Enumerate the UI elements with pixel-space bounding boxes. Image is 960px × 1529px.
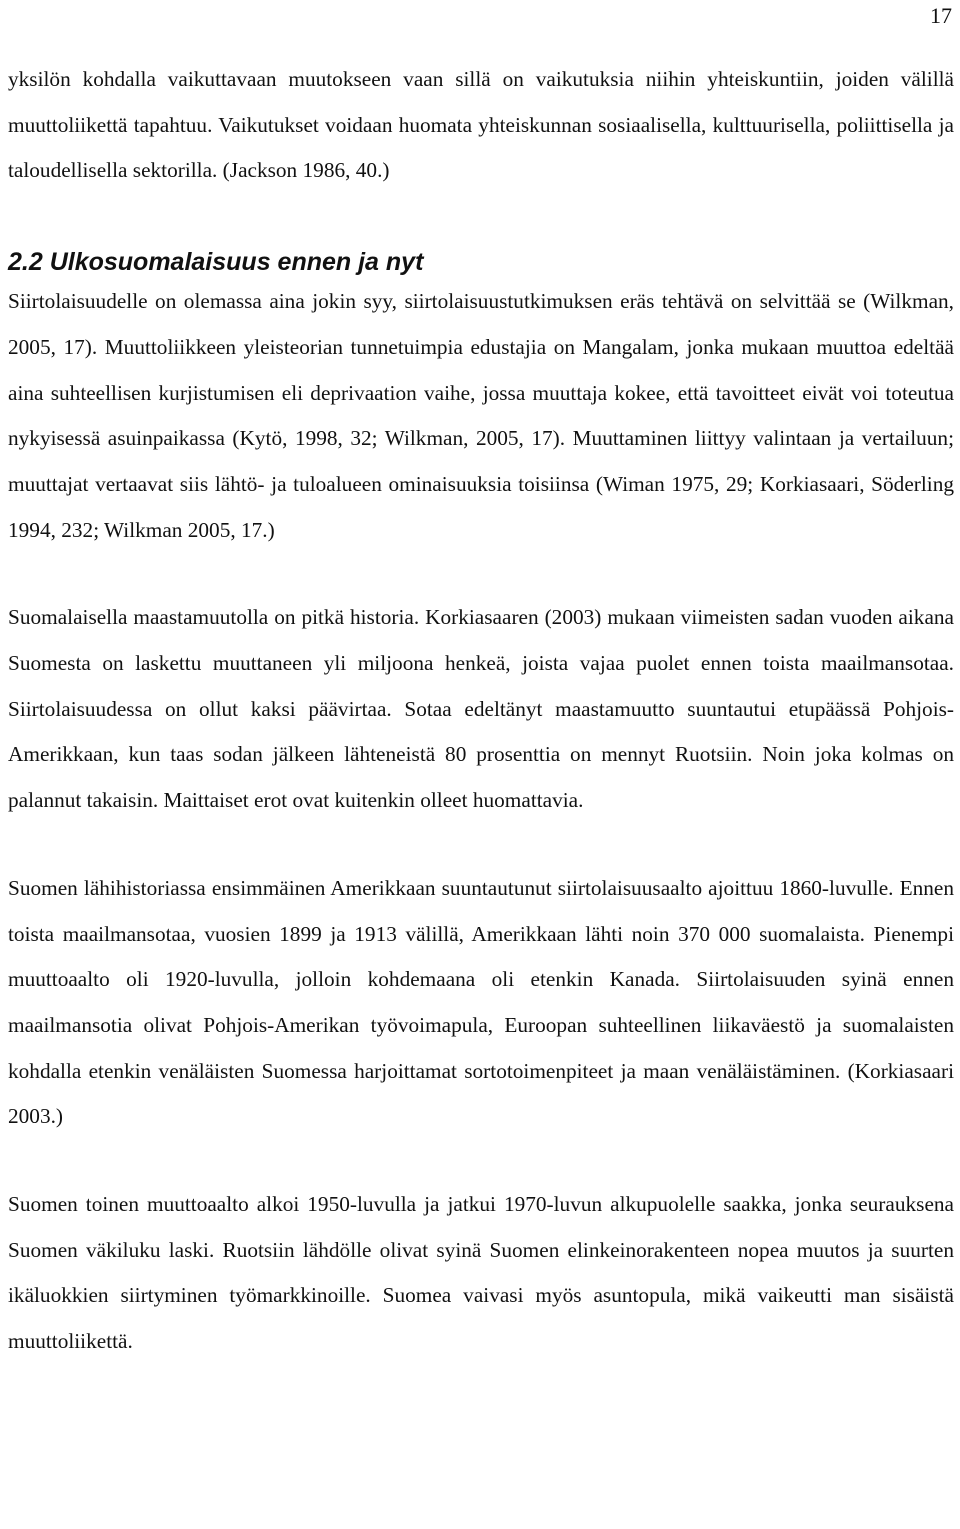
paragraph-migration-effects: yksilön kohdalla vaikuttavaan muutokseen vaan sillä on vaikutuksia niihin yhteiskuntiin, joiden välillä muuttoliikettä tapahtuu. Vaikutukset voidaan huomata yhteiskunnan sosiaalisella, kulttuurisella, poliittisella ja taloudellisella sektorilla. (Jackson 1986, 40.): [8, 67, 954, 183]
paragraph-migration-theory: Siirtolaisuudelle on olemassa aina jokin syy, siirtolaisuustutkimuksen eräs tehtävä on selvittää se (Wilkman, 2005, 17). Muuttoliikkeen yleisteorian tunnetuimpia edustajia on Mangalam, jonka mukaan muuttoa edeltää aina suhteellisen kurjistumisen eli deprivaation vaihe, jossa muuttaja kokee, että tavoitteet eivät voi toteutua nykyisessä asuinpaikassa (Kytö, 1998, 32; Wilkman, 2005, 17). Muuttaminen liittyy valintaan ja vertailuun; muuttajat vertaavat siis lähtö- ja tuloalueen ominaisuuksia toisiinsa (Wiman 1975, 29; Korkiasaari, Söderling 1994, 232; Wilkman 2005, 17.): [8, 289, 954, 542]
paragraph-emigration-history: Suomalaisella maastamuutolla on pitkä historia. Korkiasaaren (2003) mukaan viimeisten sadan vuoden aikana Suomesta on laskettu muuttaneen yli miljoona henkeä, joista vajaa puolet ennen toista maailmansotaa. Siirtolaisuudessa on ollut kaksi päävirtaa. Sotaa edeltänyt maastamuutto suuntautui etupäässä Pohjois-Amerikkaan, kun taas sodan jälkeen lähteneistä 80 prosenttia on mennyt Ruotsiin. Noin joka kolmas on palannut takaisin. Maittaiset erot ovat kuitenkin olleet huomattavia.: [8, 605, 954, 813]
paragraph-sweden-wave: Suomen toinen muuttoaalto alkoi 1950-luvulla ja jatkui 1970-luvun alkupuolelle saakka, jonka seurauksena Suomen väkiluku laski. Ruotsiin lähdölle olivat syinä Suomen elinkeinorakenteen nopea muutos ja suurten ikäluokkien siirtyminen työmarkkinoille. Suomea vaivasi myös asuntopula, mikä vaikeutti man sisäistä muuttoliikettä.: [8, 1192, 954, 1354]
section-heading: 2.2 Ulkosuomalaisuus ennen ja nyt: [8, 248, 424, 277]
paragraph-america-wave: Suomen lähihistoriassa ensimmäinen Amerikkaan suuntautunut siirtolaisuusaalto ajoittuu 1860-luvulle. Ennen toista maailmansotaa, vuosien 1899 ja 1913 välillä, Amerikkaan lähti noin 370 000 suomalaista. Pienempi muuttoaalto oli 1920-luvulla, jolloin kohdemaana oli etenkin Kanada. Siirtolaisuuden syinä ennen maailmansotia olivat Pohjois-Amerikan työvoimapula, Euroopan suhteellinen liikaväestö ja suomalaisten kohdalla etenkin venäläisten Suomessa harjoittamat sortotoimenpiteet ja maan venäläistäminen. (Korkiasaari 2003.): [8, 875, 954, 1129]
page-number: 17: [930, 3, 952, 28]
document-body: [8, 57, 954, 1365]
